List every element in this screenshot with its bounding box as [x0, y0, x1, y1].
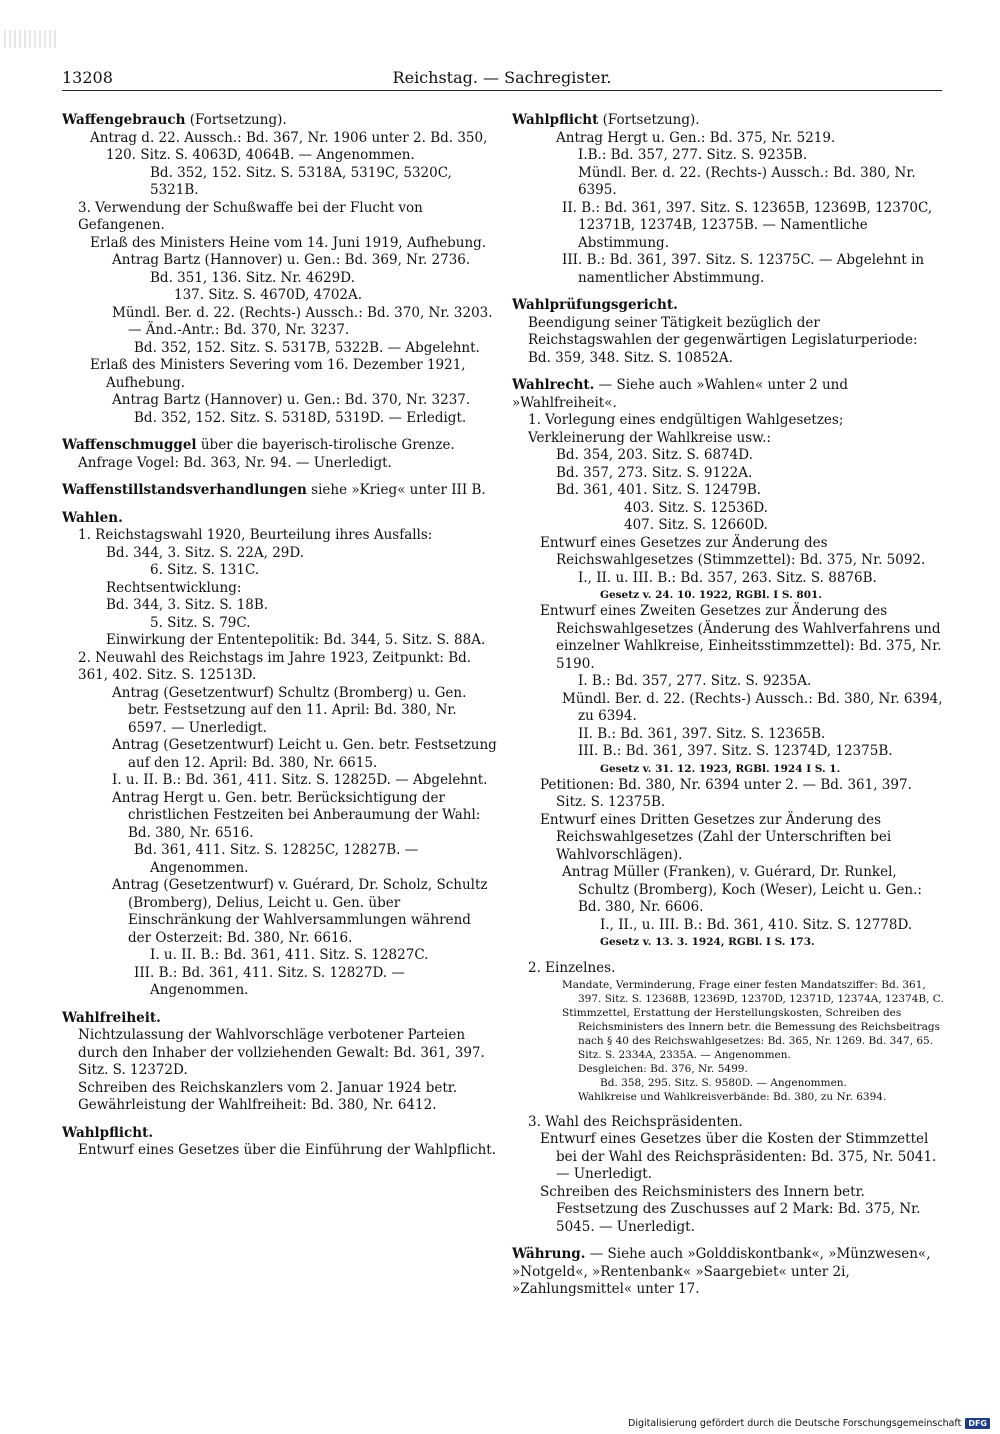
index-line: Antrag Bartz (Hannover) u. Gen.: Bd. 369, Nr. 2736. — [112, 252, 471, 268]
index-line: I., II. u. III. B.: Bd. 357, 263. Sitz. S. 8876B. — [578, 569, 877, 586]
index-line: I. u. II. B.: Bd. 361, 411. Sitz. S. 12827C. — [150, 947, 429, 963]
index-entry — [62, 510, 498, 528]
page-number: 13208 — [62, 68, 113, 87]
index-term: Waffengebrauch — [62, 112, 186, 128]
left-column — [62, 112, 498, 1160]
index-line: Entwurf eines Gesetzes über die Einführung der Wahlpflicht. — [78, 1142, 497, 1158]
index-line: I. u. II. B.: Bd. 361, 411. Sitz. S. 12825D. — Abgelehnt. — [112, 772, 488, 788]
scan-artifact — [4, 30, 59, 48]
footer — [628, 1418, 990, 1429]
index-entry — [512, 112, 944, 130]
index-term: Wahlprüfungsgericht. — [512, 297, 678, 313]
index-entry — [62, 112, 498, 130]
index-entry — [512, 297, 944, 315]
index-line: 1. Reichstagswahl 1920, Beurteilung ihres Ausfalls: — [78, 527, 433, 543]
index-line: Gesetz v. 24. 10. 1922, RGBl. I S. 801. — [600, 589, 822, 601]
index-line: Antrag (Gesetzentwurf) Schultz (Bromberg) u. Gen. betr. Festsetzung auf den 11. April: Bd. 380, Nr. 6597. — Unerledigt. — [112, 684, 467, 736]
index-line: I., II., u. III. B.: Bd. 361, 410. Sitz. S. 12778D. — [600, 916, 913, 933]
index-line: Bd. 344, 3. Sitz. S. 22A, 29D. — [106, 544, 305, 561]
index-text: — Siehe auch »Wahlen« unter 2 und »Wahlfreiheit«. — [512, 377, 848, 411]
index-term: Wahlfreiheit. — [62, 1009, 161, 1026]
dfg-logo-icon: DFG — [965, 1418, 990, 1429]
index-line: 3. Wahl des Reichspräsidenten. — [528, 1113, 743, 1130]
index-line: Bd. 354, 203. Sitz. S. 6874D. — [556, 447, 753, 463]
index-line: Antrag (Gesetzentwurf) v. Guérard, Dr. Scholz, Schultz (Bromberg), Delius, Leicht u. Gen. über Einschränkung der Wahlversammlungen während der Osterzeit: Bd. 380, Nr. 6616. — [112, 877, 488, 946]
index-line: Erlaß des Ministers Severing vom 16. Dezember 1921, Aufhebung. — [90, 357, 466, 391]
index-term: Wahlpflicht — [512, 112, 599, 128]
index-text: siehe »Krieg« unter III B. — [306, 482, 486, 498]
index-line: Mündl. Ber. d. 22. (Rechts-) Aussch.: Bd. 380, Nr. 6394, zu 6394. — [562, 690, 943, 724]
index-line: 137. Sitz. S. 4670D, 4702A. — [174, 287, 363, 303]
index-line: II. B.: Bd. 361, 397. Sitz. S. 12365B, 12369B, 12370C, 12371B, 12374B, 12375B. — Namentliche Abstimmung. — [562, 199, 933, 251]
index-line: Bd. 352, 152. Sitz. S. 5317B, 5322B. — Abgelehnt. — [134, 339, 480, 356]
index-term: Wahlpflicht. — [62, 1124, 154, 1141]
index-line: Bd. 361, 411. Sitz. S. 12825C, 12827B. — Angenommen. — [134, 842, 419, 876]
index-line: Mündl. Ber. d. 22. (Rechts-) Aussch.: Bd. 370, Nr. 3203. — Änd.-Antr.: Bd. 370, Nr. 3237. — [112, 304, 493, 338]
index-line: Mündl. Ber. d. 22. (Rechts-) Aussch.: Bd. 380, Nr. 6395. — [578, 164, 916, 198]
page-header — [62, 66, 942, 91]
index-line: Schreiben des Reichskanzlers vom 2. Januar 1924 betr. Gewährleistung der Wahlfreiheit: Bd. 380, Nr. 6412. — [78, 1079, 458, 1113]
index-entry — [62, 1125, 498, 1143]
index-line: Petitionen: Bd. 380, Nr. 6394 unter 2. — Bd. 361, 397. Sitz. S. 12375B. — [540, 776, 912, 810]
index-line: I.B.: Bd. 357, 277. Sitz. S. 9235B. — [578, 147, 808, 163]
index-line: 2. Neuwahl des Reichstags im Jahre 1923, Zeitpunkt: Bd. 361, 402. Sitz. S. 12513D. — [78, 649, 472, 683]
index-line: Gesetz v. 13. 3. 1924, RGBl. I S. 173. — [600, 936, 815, 948]
right-column — [512, 112, 944, 1299]
index-term: Waffenstillstandsverhandlungen — [62, 482, 307, 498]
index-line: Antrag Bartz (Hannover) u. Gen.: Bd. 370, Nr. 3237. — [112, 392, 471, 408]
index-line: Einwirkung der Ententepolitik: Bd. 344, 5. Sitz. S. 88A. — [106, 632, 486, 648]
index-line: Gesetz v. 31. 12. 1923, RGBl. 1924 I S. 1. — [600, 762, 841, 775]
index-line: 2. Einzelnes. — [528, 960, 616, 976]
index-term: Währung. — [512, 1246, 586, 1262]
index-term: Wahlen. — [62, 509, 123, 526]
index-line: 403. Sitz. S. 12536D. — [624, 499, 768, 516]
index-line: Entwurf eines Gesetzes über die Kosten der Stimmzettel bei der Wahl des Reichspräsidenten: Bd. 375, Nr. 5041. — Unerledigt. — [540, 1131, 937, 1182]
index-entry — [512, 1246, 944, 1299]
footer-credit: Digitalisierung gefördert durch die Deutsche Forschungsgemeinschaft — [628, 1418, 962, 1429]
index-line: Bd. 358, 295. Sitz. S. 9580D. — Angenommen. — [600, 1076, 847, 1089]
index-line: Erlaß des Ministers Heine vom 14. Juni 1919, Aufhebung. — [90, 234, 487, 251]
index-entry — [62, 482, 498, 500]
index-line: 407. Sitz. S. 12660D. — [624, 517, 768, 533]
index-line: Anfrage Vogel: Bd. 363, Nr. 94. — Unerledigt. — [78, 454, 392, 471]
index-line: 3. Verwendung der Schußwaffe bei der Flucht von Gefangenen. — [78, 199, 423, 233]
index-line: Beendigung seiner Tätigkeit bezüglich der Reichstagswahlen der gegenwärtigen Legislaturperiode: Bd. 359, 348. Sitz. S. 10852A. — [528, 314, 918, 366]
index-line: 1. Vorlegung eines endgültigen Wahlgesetzes; Verkleinerung der Wahlkreise usw.: — [528, 412, 844, 446]
index-line: Entwurf eines Gesetzes zur Änderung des Reichswahlgesetzes (Stimmzettel): Bd. 375, Nr. 5092. — [540, 534, 926, 568]
index-line: Wahlkreise und Wahlkreisverbände: Bd. 380, zu Nr. 6394. — [578, 1090, 887, 1103]
index-line: Antrag d. 22. Aussch.: Bd. 367, Nr. 1906 unter 2. Bd. 350, 120. Sitz. S. 4063D, 4064B. — Angenommen. — [90, 129, 488, 163]
index-line: Bd. 357, 273. Sitz. S. 9122A. — [556, 464, 753, 481]
index-line: III. B.: Bd. 361, 397. Sitz. S. 12374D, 12375B. — [578, 743, 893, 759]
index-line: Mandate, Verminderung, Frage einer festen Mandatsziffer: Bd. 361, 397. Sitz. S. 12368B, 12369D, 12370D, 12371D, 12374A, 12374B, C. — [562, 978, 944, 1005]
index-line: 6. Sitz. S. 131C. — [150, 562, 260, 578]
index-entry — [62, 1010, 498, 1028]
index-term: Wahlrecht. — [512, 377, 595, 393]
index-line: Rechtsentwicklung: — [106, 579, 242, 596]
index-text: über die bayerisch-tirolische Grenze. — [196, 437, 455, 453]
index-line: Bd. 361, 401. Sitz. S. 12479B. — [556, 482, 762, 498]
index-entry — [62, 437, 498, 455]
index-line: Antrag Hergt u. Gen. betr. Berücksichtigung der christlichen Festzeiten bei Anberaumung der Wahl: Bd. 380, Nr. 6516. — [112, 789, 481, 841]
index-term: Waffenschmuggel — [62, 437, 197, 453]
index-line: Bd. 344, 3. Sitz. S. 18B. — [106, 597, 269, 613]
index-line: Schreiben des Reichsministers des Innern betr. Festsetzung des Zuschusses auf 2 Mark: Bd. 375, Nr. 5045. — Unerledigt. — [540, 1183, 921, 1235]
index-line: 5. Sitz. S. 79C. — [150, 614, 251, 631]
index-line: Antrag (Gesetzentwurf) Leicht u. Gen. betr. Festsetzung auf den 12. April: Bd. 380, Nr. 6615. — [112, 737, 497, 771]
page-title: Reichstag. — Sachregister. — [392, 68, 612, 87]
index-text: (Fortsetzung). — [185, 112, 287, 128]
index-line: III. B.: Bd. 361, 411. Sitz. S. 12827D. — Angenommen. — [134, 964, 405, 998]
index-line: Desgleichen: Bd. 376, Nr. 5499. — [578, 1062, 748, 1075]
index-text: (Fortsetzung). — [598, 112, 700, 128]
index-line: III. B.: Bd. 361, 397. Sitz. S. 12375C. — Abgelehnt in namentlicher Abstimmung. — [562, 252, 925, 286]
index-line: II. B.: Bd. 361, 397. Sitz. S. 12365B. — [578, 725, 826, 742]
index-line: Bd. 352, 152. Sitz. S. 5318A, 5319C, 5320C, 5321B. — [150, 164, 452, 198]
index-line: Bd. 351, 136. Sitz. Nr. 4629D. — [150, 269, 355, 286]
index-entry — [512, 377, 944, 412]
index-line: Nichtzulassung der Wahlvorschläge verbotener Parteien durch den Inhaber der vollziehenden Gewalt: Bd. 361, 397. Sitz. S. 12372D. — [78, 1027, 485, 1078]
index-line: Bd. 352, 152. Sitz. S. 5318D, 5319D. — Erledigt. — [134, 409, 467, 426]
index-line: Stimmzettel, Erstattung der Herstellungskosten, Schreiben des Reichsministers des Innern betr. die Bemessung des Reichsbeitrags nach § 40 des Reichswahlgesetzes: Bd. 365, Nr. 1269. Bd. 347, 65. Sitz. S. 2334A, 2335A. — Angenommen. — [562, 1006, 941, 1061]
index-line: Antrag Müller (Franken), v. Guérard, Dr. Runkel, Schultz (Bromberg), Koch (Weser), Leicht u. Gen.: Bd. 380, Nr. 6606. — [562, 864, 922, 915]
index-text: — Siehe auch »Golddiskontbank«, »Münzwesen«, »Notgeld«, »Rentenbank« »Saargebiet« unter 2i, »Zahlungsmittel« unter 17. — [512, 1246, 931, 1297]
index-line: Entwurf eines Zweiten Gesetzes zur Änderung des Reichswahlgesetzes (Änderung des Wahlverfahrens und einzelner Wahlkreise, Einheitsstimmzettel): Bd. 375, Nr. 5190. — [540, 603, 942, 672]
index-line: I. B.: Bd. 357, 277. Sitz. S. 9235A. — [578, 673, 812, 689]
index-line: Antrag Hergt u. Gen.: Bd. 375, Nr. 5219. — [556, 129, 836, 146]
index-line: Entwurf eines Dritten Gesetzes zur Änderung des Reichswahlgesetzes (Zahl der Unterschriften bei Wahlvorschlägen). — [540, 811, 892, 863]
